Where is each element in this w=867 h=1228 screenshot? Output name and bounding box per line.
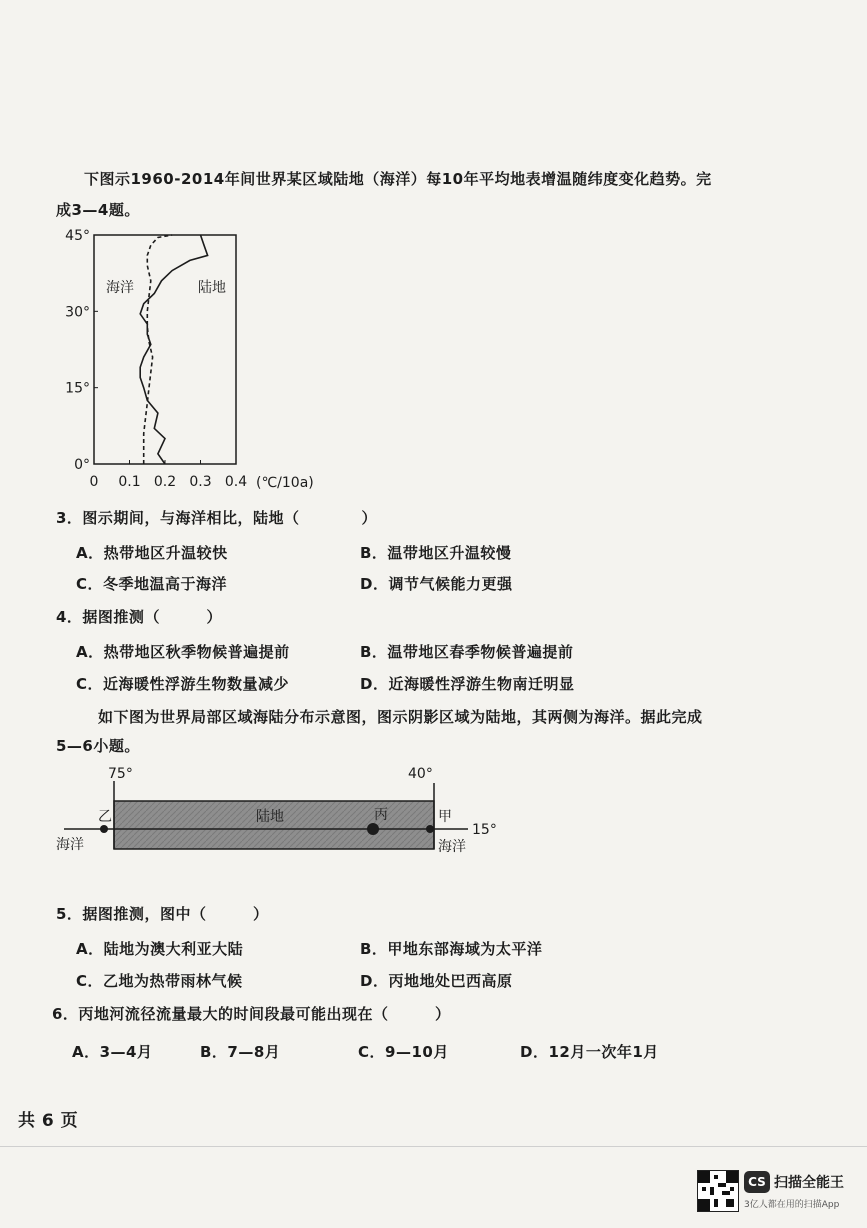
x-tick-label: 0.4 xyxy=(224,474,248,490)
intro-line-1: 下图示1960-2014年间世界某区域陆地（海洋）每10年平均地表增温随纬度变化趋势。完 xyxy=(84,170,712,188)
q5-option-a: A．陆地为澳大利亚大陆 xyxy=(76,940,244,958)
q5-option-b: B．甲地东部海域为太平洋 xyxy=(360,940,543,958)
y-tick-label: 0° xyxy=(74,457,90,473)
series-label-sea: 海洋 xyxy=(106,280,134,296)
temperature-chart xyxy=(60,225,340,497)
q5-option-d: D．丙地地处巴西高原 xyxy=(360,972,513,990)
q3-option-d: D．调节气候能力更强 xyxy=(360,575,513,593)
chart-tick-labels xyxy=(65,228,247,490)
label-lat-15: 15° xyxy=(472,822,497,838)
intro-line-2: 成3—4题。 xyxy=(56,201,140,219)
q6-option-b: B．7—8月 xyxy=(200,1043,281,1061)
y-tick-label: 45° xyxy=(65,228,90,244)
label-yi: 乙 xyxy=(98,809,112,825)
q4-option-b: B．温带地区春季物候普遍提前 xyxy=(360,643,574,661)
point-bing xyxy=(367,823,379,835)
scanner-slogan: 3亿人都在用的扫描App xyxy=(744,1200,840,1210)
label-jia: 甲 xyxy=(438,809,452,825)
x-tick-label: 0.3 xyxy=(189,474,212,490)
label-bing: 丙 xyxy=(374,807,388,823)
q4-option-d: D．近海暖性浮游生物南迁明显 xyxy=(360,675,575,693)
q4-option-a: A．热带地区秋季物候普遍提前 xyxy=(76,643,290,661)
x-axis-unit-label: (℃/10a) xyxy=(256,475,314,491)
scanner-brand: 扫描全能王 xyxy=(774,1175,844,1191)
intro2-line-1: 如下图为世界局部区域海陆分布示意图，图示阴影区域为陆地，其两侧为海洋。据此完成 xyxy=(98,708,703,726)
q3-option-a: A．热带地区升温较快 xyxy=(76,544,228,562)
label-land: 陆地 xyxy=(256,809,284,825)
q6-option-a: A．3—4月 xyxy=(72,1043,153,1061)
plot-frame xyxy=(94,235,236,464)
label-lon-75: 75° xyxy=(108,766,133,782)
page-count: 共 6 页 xyxy=(18,1111,79,1131)
scanner-logo: CS xyxy=(744,1171,770,1193)
point-jia xyxy=(426,825,434,833)
q6-option-c: C．9—10月 xyxy=(358,1043,449,1061)
q5-stem: 5．据图推测，图中（ ） xyxy=(56,905,269,923)
q3-stem: 3．图示期间，与海洋相比，陆地（ ） xyxy=(56,509,377,527)
footer-rule xyxy=(0,1146,867,1147)
chart-ticks xyxy=(94,235,236,464)
x-tick-label: 0 xyxy=(89,474,99,490)
label-lon-40: 40° xyxy=(408,766,433,782)
y-tick-label: 30° xyxy=(65,304,90,321)
series-label-land: 陆地 xyxy=(198,280,226,296)
q4-option-c: C．近海暖性浮游生物数量减少 xyxy=(76,675,290,693)
y-tick-label: 15° xyxy=(65,380,90,397)
q3-option-c: C．冬季地温高于海洋 xyxy=(76,575,228,593)
sea-land-map xyxy=(50,763,520,863)
point-yi xyxy=(100,825,108,833)
qr-code-icon xyxy=(697,1170,739,1212)
x-tick-label: 0.2 xyxy=(153,474,177,490)
label-sea-left: 海洋 xyxy=(56,837,84,853)
label-sea-right: 海洋 xyxy=(438,839,466,855)
q3-option-b: B．温带地区升温较慢 xyxy=(360,544,512,562)
intro2-line-2: 5—6小题。 xyxy=(56,737,140,755)
q4-stem: 4．据图推测（ ） xyxy=(56,608,222,626)
x-tick-label: 0.1 xyxy=(118,474,141,490)
q5-option-c: C．乙地为热带雨林气候 xyxy=(76,972,243,990)
q6-stem: 6．丙地河流径流量最大的时间段最可能出现在（ ） xyxy=(52,1005,451,1023)
q6-option-d: D．12月一次年1月 xyxy=(520,1043,659,1061)
